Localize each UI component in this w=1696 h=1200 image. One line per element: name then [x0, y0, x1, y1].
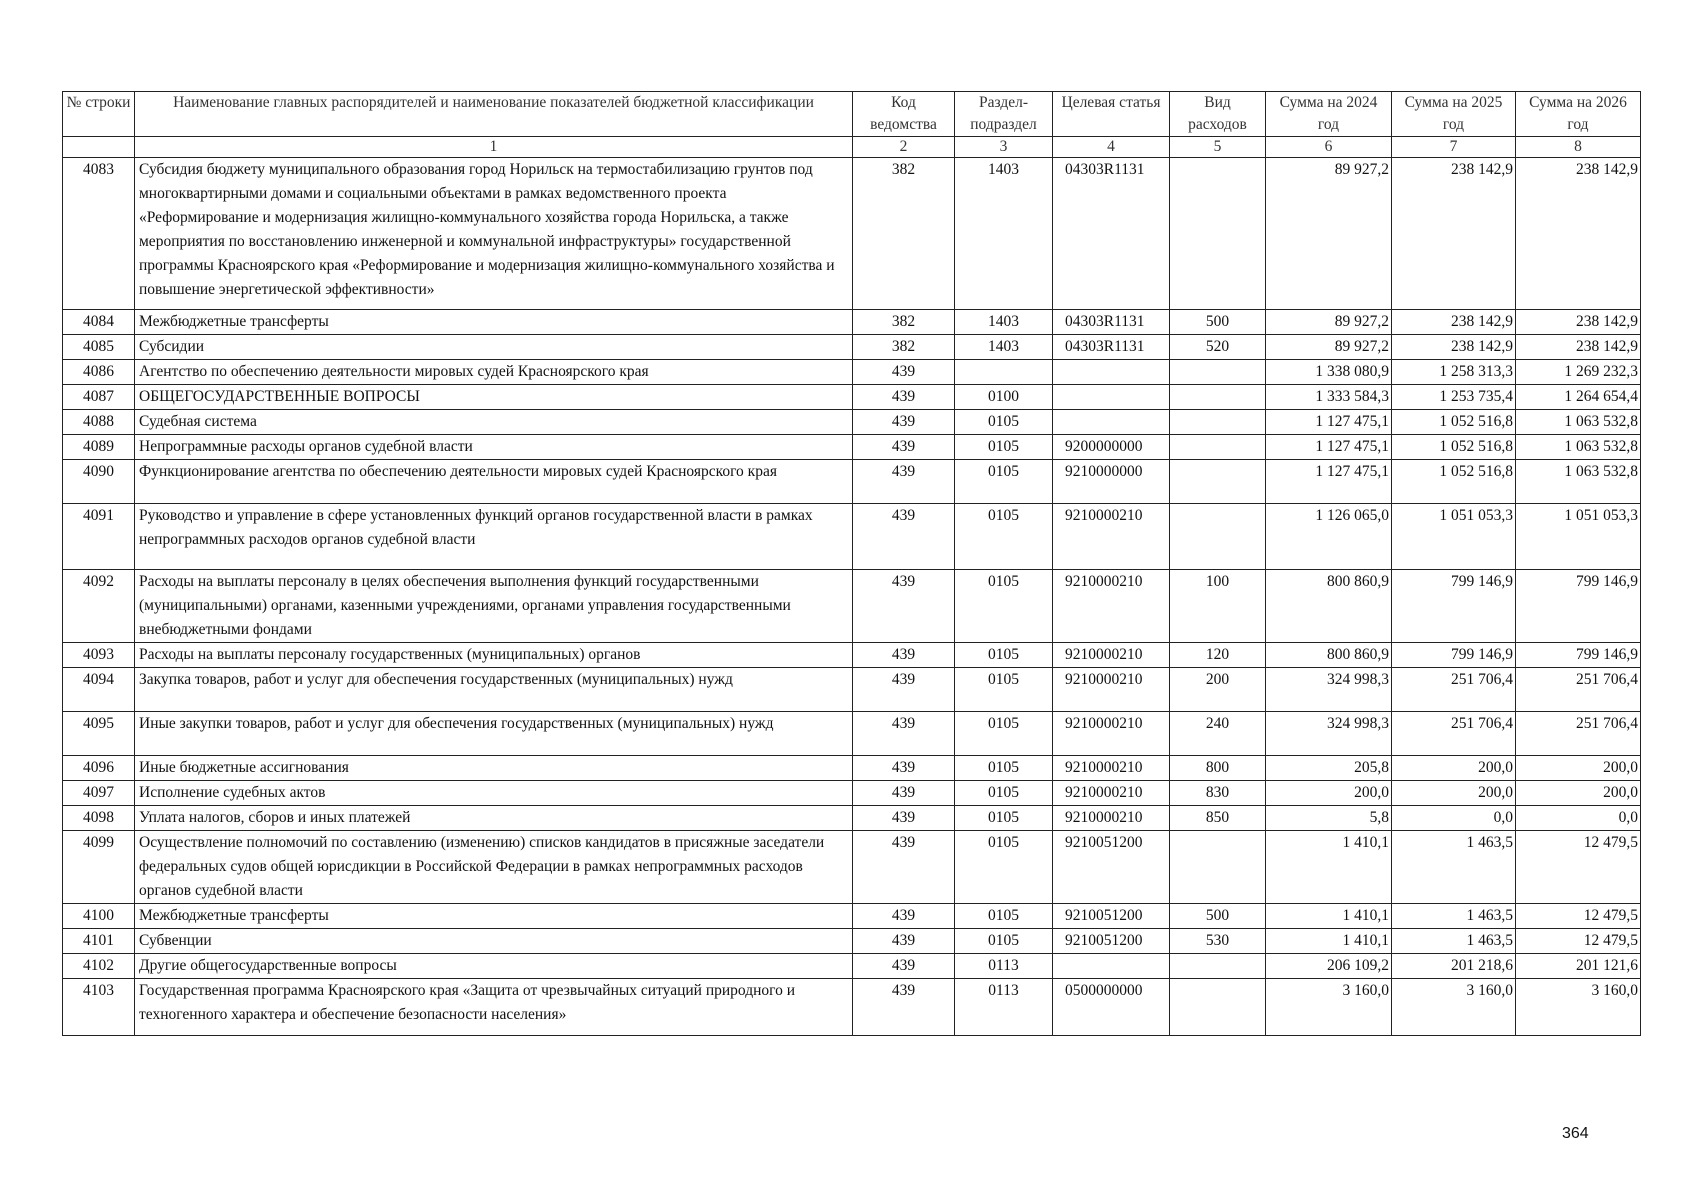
table-row [63, 954, 1641, 979]
row-sum-2024: 89 927,2 [1266, 335, 1392, 360]
table-row [63, 385, 1641, 410]
row-number: 4095 [63, 712, 135, 756]
row-section: 0105 [955, 756, 1053, 781]
row-sum-2025: 799 146,9 [1392, 643, 1516, 668]
row-expense-type [1170, 410, 1266, 435]
row-name: Межбюджетные трансферты [135, 904, 853, 929]
row-section: 0105 [955, 410, 1053, 435]
table-row [63, 781, 1641, 806]
row-sum-2024: 324 998,3 [1266, 712, 1392, 756]
table-row [63, 335, 1641, 360]
row-expense-type: 520 [1170, 335, 1266, 360]
table-row [63, 979, 1641, 1036]
row-section: 0105 [955, 929, 1053, 954]
row-number: 4092 [63, 570, 135, 643]
row-sum-2025: 200,0 [1392, 756, 1516, 781]
row-sum-2026: 799 146,9 [1516, 643, 1641, 668]
row-expense-type: 830 [1170, 781, 1266, 806]
row-department-code: 439 [853, 435, 955, 460]
row-sum-2024: 1 126 065,0 [1266, 504, 1392, 570]
table-row [63, 460, 1641, 504]
row-expense-type [1170, 460, 1266, 504]
row-sum-2024: 89 927,2 [1266, 158, 1392, 310]
row-sum-2025: 238 142,9 [1392, 310, 1516, 335]
header-number-target: 4 [1053, 137, 1170, 158]
table-row [63, 570, 1641, 643]
row-sum-2025: 251 706,4 [1392, 712, 1516, 756]
row-department-code: 439 [853, 781, 955, 806]
table-row [63, 360, 1641, 385]
header-number-type: 5 [1170, 137, 1266, 158]
row-name: Непрограммные расходы органов судебной власти [135, 435, 853, 460]
row-sum-2025: 1 253 735,4 [1392, 385, 1516, 410]
row-sum-2024: 1 127 475,1 [1266, 410, 1392, 435]
row-target-article: 04303R1131 [1053, 158, 1170, 310]
row-sum-2025: 200,0 [1392, 781, 1516, 806]
row-name: Иные бюджетные ассигнования [135, 756, 853, 781]
page-number: 364 [1562, 1125, 1589, 1142]
header-sum-2024: Сумма на 2024 год [1266, 92, 1392, 137]
row-section: 0105 [955, 570, 1053, 643]
table-row [63, 435, 1641, 460]
row-expense-type [1170, 504, 1266, 570]
header-number-empty [63, 137, 135, 158]
row-sum-2026: 0,0 [1516, 806, 1641, 831]
row-name: Межбюджетные трансферты [135, 310, 853, 335]
row-name: Уплата налогов, сборов и иных платежей [135, 806, 853, 831]
row-section: 0105 [955, 712, 1053, 756]
table-row [63, 158, 1641, 310]
row-sum-2024: 1 338 080,9 [1266, 360, 1392, 385]
row-expense-type [1170, 954, 1266, 979]
table-row [63, 310, 1641, 335]
row-number: 4103 [63, 979, 135, 1036]
row-sum-2025: 799 146,9 [1392, 570, 1516, 643]
row-target-article [1053, 385, 1170, 410]
row-number: 4091 [63, 504, 135, 570]
row-sum-2026: 1 063 532,8 [1516, 460, 1641, 504]
row-expense-type [1170, 158, 1266, 310]
row-department-code: 439 [853, 460, 955, 504]
row-target-article: 9210000210 [1053, 643, 1170, 668]
row-expense-type [1170, 831, 1266, 904]
row-department-code: 439 [853, 929, 955, 954]
row-section: 0105 [955, 781, 1053, 806]
row-sum-2026: 200,0 [1516, 756, 1641, 781]
row-sum-2025: 1 463,5 [1392, 831, 1516, 904]
row-section: 0105 [955, 460, 1053, 504]
row-expense-type: 500 [1170, 310, 1266, 335]
row-expense-type: 800 [1170, 756, 1266, 781]
row-name: Исполнение судебных актов [135, 781, 853, 806]
row-sum-2025: 238 142,9 [1392, 158, 1516, 310]
row-name: Осуществление полномочий по составлению (изменению) списков кандидатов в присяжные заседатели федеральных судов общей юрисдикции в Российской Федерации в рамках непрограммных расходов органов судебной власти [135, 831, 853, 904]
row-department-code: 382 [853, 335, 955, 360]
row-department-code: 439 [853, 668, 955, 712]
row-sum-2026: 1 269 232,3 [1516, 360, 1641, 385]
row-expense-type: 530 [1170, 929, 1266, 954]
row-sum-2026: 238 142,9 [1516, 310, 1641, 335]
row-target-article: 0500000000 [1053, 979, 1170, 1036]
row-sum-2025: 201 218,6 [1392, 954, 1516, 979]
row-name: Расходы на выплаты персоналу в целях обеспечения выполнения функций государственными (муниципальными) органами, казенными учреждениями, органами управления государственными внебюджетными фондами [135, 570, 853, 643]
row-section: 0100 [955, 385, 1053, 410]
row-name: Другие общегосударственные вопросы [135, 954, 853, 979]
row-department-code: 439 [853, 360, 955, 385]
row-name: Функционирование агентства по обеспечению деятельности мировых судей Красноярского края [135, 460, 853, 504]
row-number: 4089 [63, 435, 135, 460]
row-sum-2024: 1 127 475,1 [1266, 460, 1392, 504]
row-sum-2024: 200,0 [1266, 781, 1392, 806]
row-target-article: 9210000210 [1053, 712, 1170, 756]
row-name: Государственная программа Красноярского края «Защита от чрезвычайных ситуаций природного и техногенного характера и обеспечение безопасности населения» [135, 979, 853, 1036]
header-department-code: Код ведомства [853, 92, 955, 137]
row-sum-2025: 238 142,9 [1392, 335, 1516, 360]
row-target-article: 9210000210 [1053, 570, 1170, 643]
row-number: 4096 [63, 756, 135, 781]
row-sum-2026: 200,0 [1516, 781, 1641, 806]
row-section: 0105 [955, 643, 1053, 668]
row-department-code: 439 [853, 954, 955, 979]
row-expense-type: 240 [1170, 712, 1266, 756]
row-sum-2024: 1 410,1 [1266, 929, 1392, 954]
row-sum-2024: 89 927,2 [1266, 310, 1392, 335]
row-sum-2026: 3 160,0 [1516, 979, 1641, 1036]
table-row [63, 504, 1641, 570]
row-sum-2025: 251 706,4 [1392, 668, 1516, 712]
row-department-code: 439 [853, 410, 955, 435]
row-target-article: 9210000210 [1053, 781, 1170, 806]
row-target-article: 9200000000 [1053, 435, 1170, 460]
table-row [63, 929, 1641, 954]
table-row [63, 806, 1641, 831]
row-number: 4083 [63, 158, 135, 310]
row-sum-2025: 3 160,0 [1392, 979, 1516, 1036]
row-expense-type: 200 [1170, 668, 1266, 712]
row-number: 4099 [63, 831, 135, 904]
row-sum-2025: 1 051 053,3 [1392, 504, 1516, 570]
header-row-number: № строки [63, 92, 135, 137]
header-sum-2026: Сумма на 2026 год [1516, 92, 1641, 137]
row-target-article [1053, 954, 1170, 979]
row-sum-2026: 1 264 654,4 [1516, 385, 1641, 410]
row-sum-2025: 0,0 [1392, 806, 1516, 831]
row-section: 0105 [955, 904, 1053, 929]
row-target-article: 9210051200 [1053, 929, 1170, 954]
row-target-article: 9210000210 [1053, 806, 1170, 831]
row-department-code: 439 [853, 831, 955, 904]
row-expense-type: 120 [1170, 643, 1266, 668]
row-expense-type: 500 [1170, 904, 1266, 929]
row-number: 4097 [63, 781, 135, 806]
row-sum-2024: 1 410,1 [1266, 831, 1392, 904]
row-number: 4094 [63, 668, 135, 712]
row-section: 1403 [955, 310, 1053, 335]
row-target-article: 9210051200 [1053, 904, 1170, 929]
row-department-code: 439 [853, 570, 955, 643]
row-sum-2024: 1 410,1 [1266, 904, 1392, 929]
row-sum-2024: 1 127 475,1 [1266, 435, 1392, 460]
row-target-article: 04303R1131 [1053, 335, 1170, 360]
row-sum-2026: 1 051 053,3 [1516, 504, 1641, 570]
header-name: Наименование главных распорядителей и наименование показателей бюджетной классификации [135, 92, 853, 137]
header-section: Раздел-подраздел [955, 92, 1053, 137]
row-name: Иные закупки товаров, работ и услуг для обеспечения государственных (муниципальных) нужд [135, 712, 853, 756]
header-number-2025: 7 [1392, 137, 1516, 158]
table-row [63, 643, 1641, 668]
row-name: ОБЩЕГОСУДАРСТВЕННЫЕ ВОПРОСЫ [135, 385, 853, 410]
row-target-article: 9210000210 [1053, 504, 1170, 570]
row-department-code: 382 [853, 310, 955, 335]
row-department-code: 439 [853, 979, 955, 1036]
row-sum-2026: 251 706,4 [1516, 668, 1641, 712]
row-sum-2026: 12 479,5 [1516, 929, 1641, 954]
row-number: 4102 [63, 954, 135, 979]
row-number: 4084 [63, 310, 135, 335]
table-row [63, 756, 1641, 781]
row-section: 0105 [955, 806, 1053, 831]
row-number: 4101 [63, 929, 135, 954]
row-name: Закупка товаров, работ и услуг для обеспечения государственных (муниципальных) нужд [135, 668, 853, 712]
row-expense-type: 100 [1170, 570, 1266, 643]
row-sum-2024: 5,8 [1266, 806, 1392, 831]
header-number-name: 1 [135, 137, 853, 158]
table-row [63, 831, 1641, 904]
table-row [63, 410, 1641, 435]
row-department-code: 439 [853, 385, 955, 410]
row-target-article: 04303R1131 [1053, 310, 1170, 335]
row-name: Руководство и управление в сфере установленных функций органов государственной власти в рамках непрограммных расходов органов судебной власти [135, 504, 853, 570]
row-section: 1403 [955, 158, 1053, 310]
row-target-article: 9210000210 [1053, 756, 1170, 781]
header-target-article: Целевая статья [1053, 92, 1170, 137]
row-sum-2024: 324 998,3 [1266, 668, 1392, 712]
row-sum-2026: 12 479,5 [1516, 831, 1641, 904]
row-target-article: 9210051200 [1053, 831, 1170, 904]
row-department-code: 439 [853, 756, 955, 781]
row-name: Субсидия бюджету муниципального образования город Норильск на термостабилизацию грунтов под многоквартирными домами и социальными объектами в рамках ведомственного проекта «Реформирование и модернизация жилищно-коммунального хозяйства города Норильска, а также мероприятия по восстановлению инженерной и коммунальной инфраструктуры» государственной программы Красноярского края «Реформирование и модернизация жилищно-коммунального хозяйства и повышение энергетической эффективности» [135, 158, 853, 310]
row-number: 4098 [63, 806, 135, 831]
row-sum-2026: 238 142,9 [1516, 158, 1641, 310]
header-number-2024: 6 [1266, 137, 1392, 158]
row-name: Расходы на выплаты персоналу государственных (муниципальных) органов [135, 643, 853, 668]
row-sum-2025: 1 463,5 [1392, 929, 1516, 954]
budget-table [62, 91, 1641, 1036]
row-sum-2024: 3 160,0 [1266, 979, 1392, 1036]
row-department-code: 439 [853, 712, 955, 756]
row-sum-2026: 201 121,6 [1516, 954, 1641, 979]
row-sum-2026: 251 706,4 [1516, 712, 1641, 756]
row-section: 0113 [955, 954, 1053, 979]
row-expense-type [1170, 360, 1266, 385]
row-sum-2025: 1 258 313,3 [1392, 360, 1516, 385]
table-row [63, 712, 1641, 756]
header-number-code: 2 [853, 137, 955, 158]
row-number: 4093 [63, 643, 135, 668]
row-number: 4087 [63, 385, 135, 410]
row-sum-2026: 12 479,5 [1516, 904, 1641, 929]
header-number-2026: 8 [1516, 137, 1641, 158]
header-expense-type: Вид расходов [1170, 92, 1266, 137]
row-expense-type [1170, 435, 1266, 460]
row-department-code: 439 [853, 504, 955, 570]
row-section: 0105 [955, 435, 1053, 460]
row-sum-2025: 1 463,5 [1392, 904, 1516, 929]
header-sum-2025: Сумма на 2025 год [1392, 92, 1516, 137]
row-number: 4086 [63, 360, 135, 385]
row-sum-2026: 238 142,9 [1516, 335, 1641, 360]
row-section: 0105 [955, 831, 1053, 904]
row-section: 0105 [955, 668, 1053, 712]
row-target-article [1053, 410, 1170, 435]
row-expense-type: 850 [1170, 806, 1266, 831]
row-number: 4088 [63, 410, 135, 435]
row-sum-2025: 1 052 516,8 [1392, 460, 1516, 504]
table-row [63, 904, 1641, 929]
row-sum-2025: 1 052 516,8 [1392, 435, 1516, 460]
row-sum-2026: 799 146,9 [1516, 570, 1641, 643]
row-expense-type [1170, 979, 1266, 1036]
row-sum-2024: 800 860,9 [1266, 643, 1392, 668]
row-sum-2026: 1 063 532,8 [1516, 435, 1641, 460]
row-sum-2024: 206 109,2 [1266, 954, 1392, 979]
row-target-article [1053, 360, 1170, 385]
row-name: Субсидии [135, 335, 853, 360]
row-target-article: 9210000000 [1053, 460, 1170, 504]
row-number: 4100 [63, 904, 135, 929]
row-section: 0113 [955, 979, 1053, 1036]
table-header [63, 92, 1641, 158]
row-department-code: 439 [853, 806, 955, 831]
row-section [955, 360, 1053, 385]
row-name: Субвенции [135, 929, 853, 954]
row-name: Судебная система [135, 410, 853, 435]
row-sum-2025: 1 052 516,8 [1392, 410, 1516, 435]
row-expense-type [1170, 385, 1266, 410]
row-number: 4085 [63, 335, 135, 360]
row-section: 0105 [955, 504, 1053, 570]
table-row [63, 668, 1641, 712]
row-sum-2026: 1 063 532,8 [1516, 410, 1641, 435]
row-sum-2024: 800 860,9 [1266, 570, 1392, 643]
row-sum-2024: 205,8 [1266, 756, 1392, 781]
row-sum-2024: 1 333 584,3 [1266, 385, 1392, 410]
row-number: 4090 [63, 460, 135, 504]
row-target-article: 9210000210 [1053, 668, 1170, 712]
row-name: Агентство по обеспечению деятельности мировых судей Красноярского края [135, 360, 853, 385]
header-number-section: 3 [955, 137, 1053, 158]
row-department-code: 382 [853, 158, 955, 310]
row-department-code: 439 [853, 643, 955, 668]
row-section: 1403 [955, 335, 1053, 360]
row-department-code: 439 [853, 904, 955, 929]
table-body [63, 158, 1641, 1036]
